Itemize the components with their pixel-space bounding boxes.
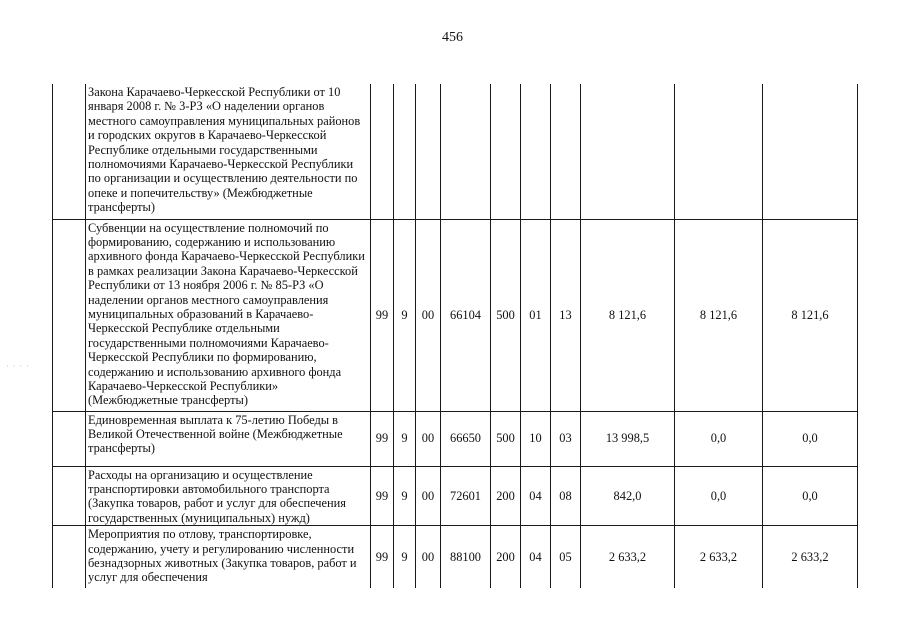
amount-cell: 2 633,2 (763, 526, 858, 588)
page-number: 456 (442, 30, 463, 45)
code-cell (441, 84, 491, 219)
amount-cell: 8 121,6 (581, 219, 675, 411)
code-cell: 9 (394, 466, 416, 526)
amount-cell: 8 121,6 (763, 219, 858, 411)
scan-artifact: · · · · (6, 362, 30, 371)
code-cell: 01 (521, 219, 551, 411)
code-cell: 99 (371, 411, 394, 466)
code-cell: 99 (371, 219, 394, 411)
amount-cell: 842,0 (581, 466, 675, 526)
amount-cell: 0,0 (763, 466, 858, 526)
code-cell (371, 84, 394, 219)
code-cell: 00 (416, 411, 441, 466)
table-row (53, 219, 858, 411)
amount-cell (581, 84, 675, 219)
code-cell: 9 (394, 219, 416, 411)
table-row (53, 466, 858, 526)
amount-cell: 8 121,6 (675, 219, 763, 411)
code-cell: 00 (416, 219, 441, 411)
code-cell: 9 (394, 526, 416, 588)
description-cell: Закона Карачаево-Черкесской Республики от 10 января 2008 г. № 3-РЗ «О наделении органов местного самоуправления муниципальных районов и городских округов в Карачаево-Черкесской Республике отдельными государственными полномочиями Карачаево-Черкесской Республики по организации и осуществлению деятельности по опеке и попечительству» (Межбюджетные трансферты) (86, 84, 371, 219)
code-cell: 10 (521, 411, 551, 466)
amount-cell: 0,0 (763, 411, 858, 466)
table-row (53, 526, 858, 588)
code-cell (491, 84, 521, 219)
amount-cell: 13 998,5 (581, 411, 675, 466)
code-cell: 200 (491, 526, 521, 588)
code-cell: 13 (551, 219, 581, 411)
code-cell (416, 84, 441, 219)
code-cell: 9 (394, 411, 416, 466)
code-cell: 66650 (441, 411, 491, 466)
description-cell: Мероприятия по отлову, транспортировке, содержанию, учету и регулированию численности безнадзорных животных (Закупка товаров, работ и услуг для обеспечения (86, 526, 371, 588)
row-margin-cell (53, 466, 86, 526)
description-cell: Субвенции на осуществление полномочий по формированию, содержанию и использованию архивного фонда Карачаево-Черкесской Республики в рамках реализации Закона Карачаево-Черкесской Республики от 13 ноября 2006 г. № 85-РЗ «О наделении органов местного самоуправления муниципальных образований в Карачаево-Черкесской Республике отдельными государственными полномочиями Карачаево-Черкесской Республики по формированию, содержанию и использованию архивного фонда Карачаево-Черкесской Республики» (Межбюджетные трансферты) (86, 219, 371, 411)
table-row (53, 84, 858, 219)
code-cell: 00 (416, 526, 441, 588)
row-margin-cell (53, 411, 86, 466)
amount-cell: 0,0 (675, 411, 763, 466)
code-cell: 99 (371, 526, 394, 588)
amount-cell: 2 633,2 (581, 526, 675, 588)
amount-cell (675, 84, 763, 219)
row-margin-cell (53, 219, 86, 411)
description-cell: Единовременная выплата к 75-летию Победы в Великой Отечественной войне (Межбюджетные трансферты) (86, 411, 371, 466)
code-cell: 08 (551, 466, 581, 526)
row-margin-cell (53, 526, 86, 588)
code-cell: 04 (521, 526, 551, 588)
code-cell: 88100 (441, 526, 491, 588)
budget-table (52, 84, 858, 588)
code-cell (394, 84, 416, 219)
code-cell: 200 (491, 466, 521, 526)
amount-cell: 0,0 (675, 466, 763, 526)
code-cell: 03 (551, 411, 581, 466)
code-cell: 00 (416, 466, 441, 526)
table-row (53, 411, 858, 466)
row-margin-cell (53, 84, 86, 219)
amount-cell: 2 633,2 (675, 526, 763, 588)
code-cell: 66104 (441, 219, 491, 411)
code-cell: 04 (521, 466, 551, 526)
amount-cell (763, 84, 858, 219)
code-cell (551, 84, 581, 219)
code-cell: 99 (371, 466, 394, 526)
code-cell: 72601 (441, 466, 491, 526)
code-cell: 500 (491, 411, 521, 466)
description-cell: Расходы на организацию и осуществление транспортировки автомобильного транспорта (Закупка товаров, работ и услуг для обеспечения государственных (муниципальных) нужд) (86, 466, 371, 526)
code-cell (521, 84, 551, 219)
code-cell: 05 (551, 526, 581, 588)
code-cell: 500 (491, 219, 521, 411)
